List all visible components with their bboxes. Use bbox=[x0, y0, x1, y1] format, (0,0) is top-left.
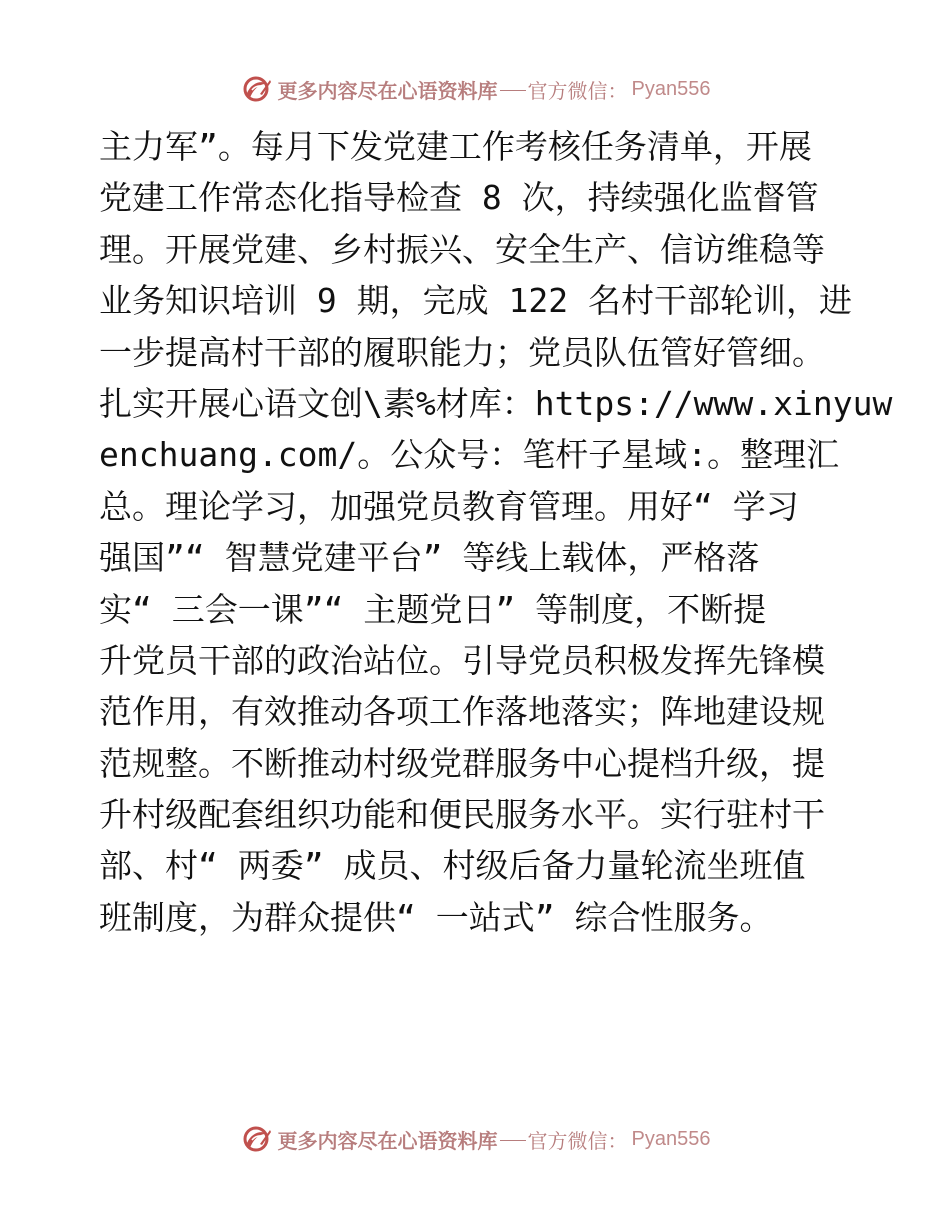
body-line: 主力军”。每月下发党建工作考核任务清单，开展 bbox=[99, 127, 812, 166]
body-line: 实“ 三会一课”“ 主题党日” 等制度，不断提 bbox=[99, 589, 767, 629]
red-swirl-logo-icon bbox=[240, 74, 274, 104]
body-text bbox=[99, 121, 893, 943]
banner-wechat-label: 官方微信： bbox=[527, 78, 628, 103]
header-banner bbox=[0, 74, 950, 104]
body-line: 部、村“ 两委” 成员、村级后备力量轮流坐班值 bbox=[99, 846, 806, 886]
red-swirl-logo-icon bbox=[240, 1124, 274, 1154]
body-line: 扎实开展心语文创\素%材库：https://www.xinyuw bbox=[99, 383, 893, 423]
body-line: 业务知识培训 9 期，完成 122 名村干部轮训，进 bbox=[99, 281, 852, 321]
banner-divider bbox=[500, 1140, 526, 1141]
body-line: 总。理论学习，加强党员教育管理。用好“ 学习 bbox=[99, 486, 799, 526]
body-line: 强国”“ 智慧党建平台” 等线上载体，严格落 bbox=[99, 538, 760, 578]
body-line: 范规整。不断推动村级党群服务中心提档升级，提 bbox=[99, 743, 825, 783]
body-line: 升村级配套组织功能和便民服务水平。实行驻村干 bbox=[99, 795, 825, 835]
body-line: 班制度，为群众提供“ 一站式” 综合性服务。 bbox=[99, 897, 773, 937]
banner-wechat-handle: Pyan556 bbox=[631, 77, 711, 100]
body-line: 理。开展党建、乡村振兴、安全生产、信访维稳等 bbox=[99, 229, 825, 269]
banner-title: 更多内容尽在心语资料库 bbox=[277, 1128, 498, 1153]
banner-title: 更多内容尽在心语资料库 bbox=[277, 78, 498, 103]
body-line: 一步提高村干部的履职能力；党员队伍管好管细。 bbox=[99, 332, 825, 372]
body-line: 升党员干部的政治站位。引导党员积极发挥先锋模 bbox=[99, 640, 825, 680]
banner-wechat-label: 官方微信： bbox=[527, 1128, 628, 1153]
body-line: enchuang.com/。公众号：笔杆子星域:。整理汇 bbox=[99, 435, 840, 475]
banner-divider bbox=[500, 90, 526, 91]
body-line: 范作用，有效推动各项工作落地落实；阵地建设规 bbox=[99, 692, 825, 732]
body-line: 党建工作常态化指导检查 8 次，持续强化监督管 bbox=[99, 178, 819, 218]
banner-wechat-handle: Pyan556 bbox=[631, 1127, 711, 1150]
footer-banner bbox=[0, 1124, 950, 1154]
